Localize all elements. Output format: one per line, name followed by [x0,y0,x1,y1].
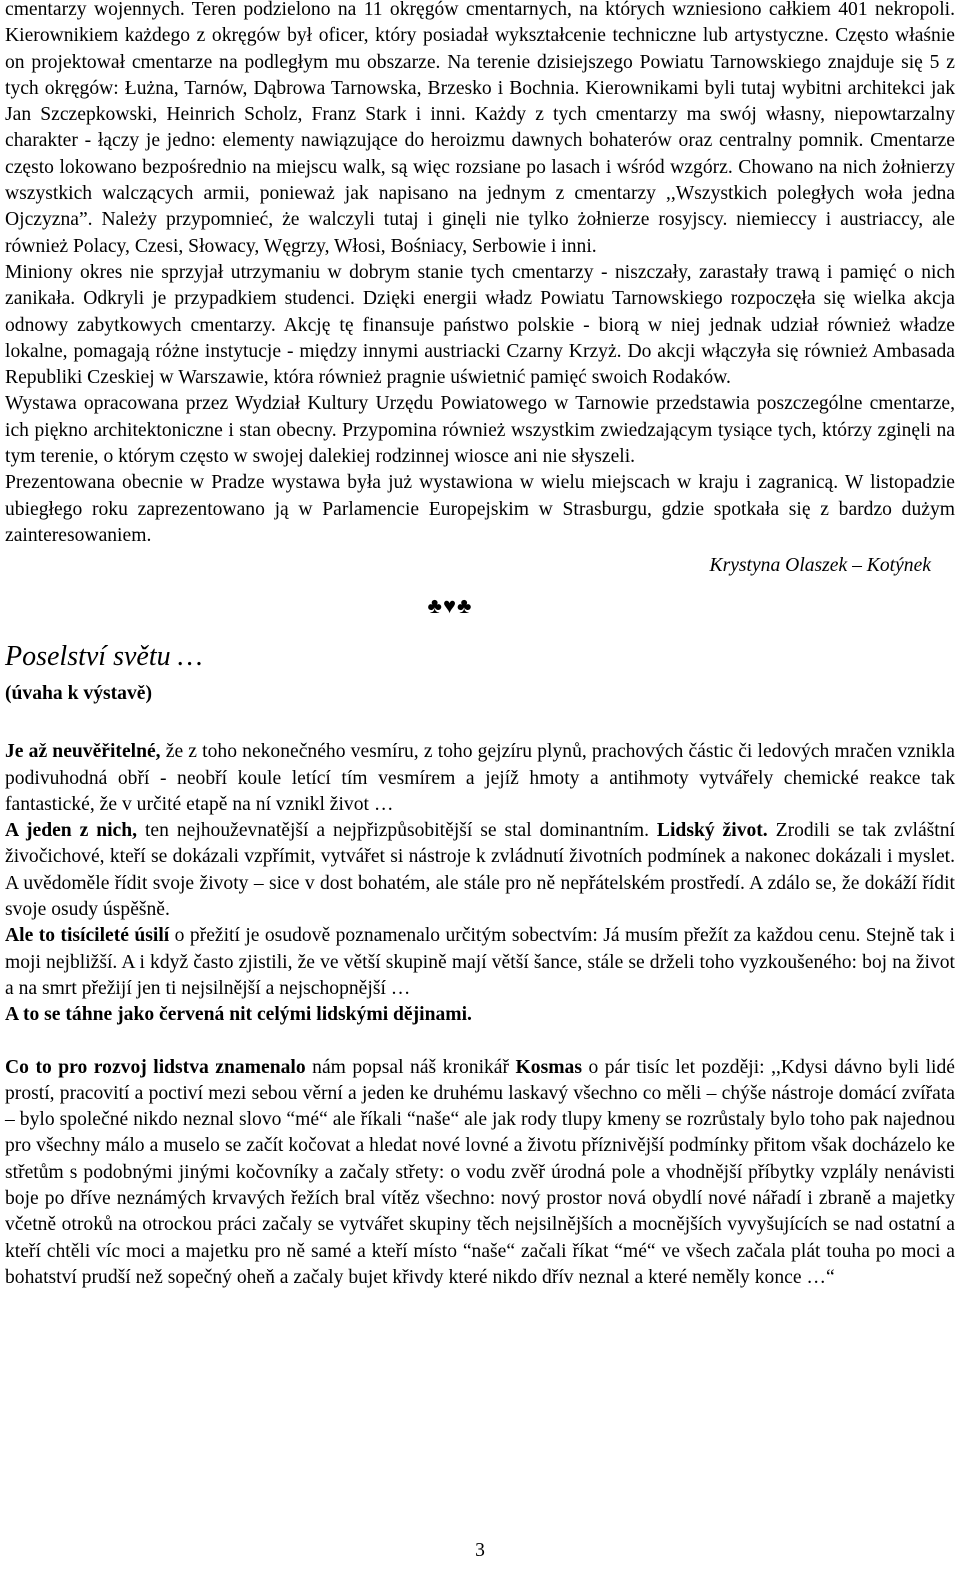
text-run: cmentarzy wojennych. Teren podzielono na 11 okręgów cmentarnych, na których wzniesiono całkiem 401 nekropoli. Kierownikiem każdego z okręgów był oficer, który posiadał wykształcenie techniczne lub artystyczne. Często właśnie on projektował cmentarze na podległym mu obszarze. Na terenie dzisiejszego Powiatu Tarnowskiego znajduje się 5 z tych okręgów: Łużna, Tarnów, Dąbrowa Tarnowska, Brzesko i Bochnia. Kierownikami byli tutaj wybitni architekci jak Jan Szczepkowski, Heinrich Scholz, Franz Stark i inni. Każdy z tych cmentarzy ma swój własny, niepowtarzalny charakter - łączy je jedno: elementy nawiązujące do heroizmu dawnych bohaterów oraz centralny pomnik. Cmentarze często lokowano bezpośrednio na miejscu walk, są więc rozsiane po lasach i wśród wzgórz. Chowano na nich żołnierzy wszystkich walczących armii, ponieważ jak napisano na jednym z cmentarzy ,,Wszystkich poległych woła jedna Ojczyzna”. Należy przypomnieć, że walczyli tutaj i ginęli nie tylko żołnierze rosyjscy. niemieccy i austriaccy, ale również Polacy, Czesi, Słowacy, Węgrzy, Włosi, Bośniacy, Serbowie i inni. [5,0,955,257]
suits-ornament: ♣♥♣ [427,593,473,619]
page-number: 3 [475,1540,485,1561]
author-signature: Krystyna Olaszek – Kotýnek [709,555,931,577]
text-run: o přežití je osudově poznamenalo určitým sobectvím: Já musím přežít za každou cenu. Stejně tak i moji nejbližší. A i když často zjistili, že ve větší skupině mají větší šance, stále se drželi toho vyzkoušeného: boj na život a na smrt přežijí jen ti nejsilnější a nejschopnější … [5,925,956,999]
czech-section-1 [5,739,955,1028]
bold-text-run: Co to pro rozvoj lidstva znamenalo [5,1056,306,1078]
document-page [5,0,955,1291]
paragraph [5,1055,955,1292]
bold-text-run: A jeden z nich, [5,820,138,842]
paragraph [5,260,955,391]
text-run: Miniony okres nie sprzyjał utrzymaniu w dobrym stanie tych cmentarzy - niszczały, zarastały trawą i pamięć o nich zanikała. Odkryli je przypadkiem studenci. Dzięki energii władz Powiatu Tarnowskiego rozpoczęła się wielka akcja odnowy zabytkowych cmentarzy. Akcję tę finansuje państwo polskie - biorą w niej jednak udział również władze lokalne, pomagają różne instytucje - między innymi austriacki Czarny Krzyż. Do akcji włączyła się również Ambasada Republiki Czeskiej w Warszawie, która również pragnie uświetnić pamięć swoich Rodaków. [5,261,955,389]
text-run: nám popsal náš kronikář [305,1056,516,1078]
paragraph [5,923,955,1002]
polish-article-text [5,0,955,549]
paragraph [5,391,955,470]
bold-text-run: Lidský život. [656,820,768,842]
paragraph [5,0,955,260]
paragraph [5,470,955,549]
czech-article-subtitle: (úvaha k výstavě) [5,683,152,705]
text-run: Prezentowana obecnie w Pradze wystawa była już wystawiona w wielu miejscach w kraju i zagranicą. W listopadzie ubiegłego roku zaprezentowano ją w Parlamencie Europejskim w Strasburgu, gdzie spotkała się z bardzo dużym zainteresowaniem. [5,472,955,546]
czech-article-title: Poselství světu … [5,641,203,673]
paragraph [5,818,955,923]
bold-text-run: A to se táhne jako červená nit celými lidskými dějinami. [5,1004,472,1026]
bold-text-run: Kosmas [515,1056,582,1078]
bold-text-run: Je až neuvěřitelné, [5,741,161,763]
paragraph [5,1002,955,1028]
text-run: Wystawa opracowana przez Wydział Kultury Urzędu Powiatowego w Tarnowie przedstawia poszczególne cmentarze, ich piękno architektoniczne i stan obecny. Przypomina również wszystkim zwiedzającym tysiące tych, którzy zginęli na tym terenie, o którym często w swojej dalekiej rodzinnej wiosce ani nie słyszeli. [5,393,955,468]
czech-section-2 [5,1055,955,1292]
bold-text-run: Ale to tisícileté úsilí [5,925,170,947]
paragraph [5,739,955,818]
text-run: že z toho nekonečného vesmíru, z toho gejzíru plynů, prachových částic či ledových mračen vznikla podivuhodná obří - neobří koule letící tím vesmírem a jejíž hmoty a antihmoty vytvářely chemické reakce tak fantastické, že v určité etapě na ní vznikl život … [5,741,955,815]
text-run: ten nejhouževnatější a nejpřizpůsobitější se stal dominantním. [137,820,657,842]
text-run: o pár tisíc let později: ,,Kdysi dávno byli lidé prostí, pracovití a poctiví mezi sebou věrní a jeden ke druhému laskavý všechno co měli – chýše nástroje domácí zvířata – bylo společné nikdo neznal slovo “mé“ ale říkali “naše“ ale jak rody tlupy kmeny se rozrůstaly bylo toho pak najednou pro všechny málo a muselo se začít kočovat a hledat nové lovné a životu příznivější podmínky přitom však docházelo ke střetům s podobnými jinými kočovníky a začaly střety: o vodu zvěř úrodná pole a vhodnější příbytky vzplály nenávisti boje po dříve neznámých krvavých řežích bral vítěz všechno: nový prostor nová obydlí nové nářadí i zbraně a majetky včetně otroků na otrockou práci začaly se vytvářet skupiny těch nejsilnějších a mocnějších vyvyšujících se nad ostatní a kteří chtěli víc moci a majetku pro ně samé a kteří místo “naše“ začali říkat “mé“ ve všech začala plát touha po moci a bohatství prudší než sopečný oheň a začaly bujet křivdy které nikdo dřív neznal a které neměly konce …“ [5,1056,955,1288]
text-run: Zrodili se tak zvláštní živočichové, kteří se dokázali vzpřímit, vytvářet si nástroje k zvládnutí životních podmínek a nakonec dokázali i myslet. A uvědoměle řídit svoje životy – sice v dost bohatém, ale stále pro ně nepřátelském prostředí. A zdálo se, že dokáží řídit svoje osudy úspěšně. [5,820,955,921]
